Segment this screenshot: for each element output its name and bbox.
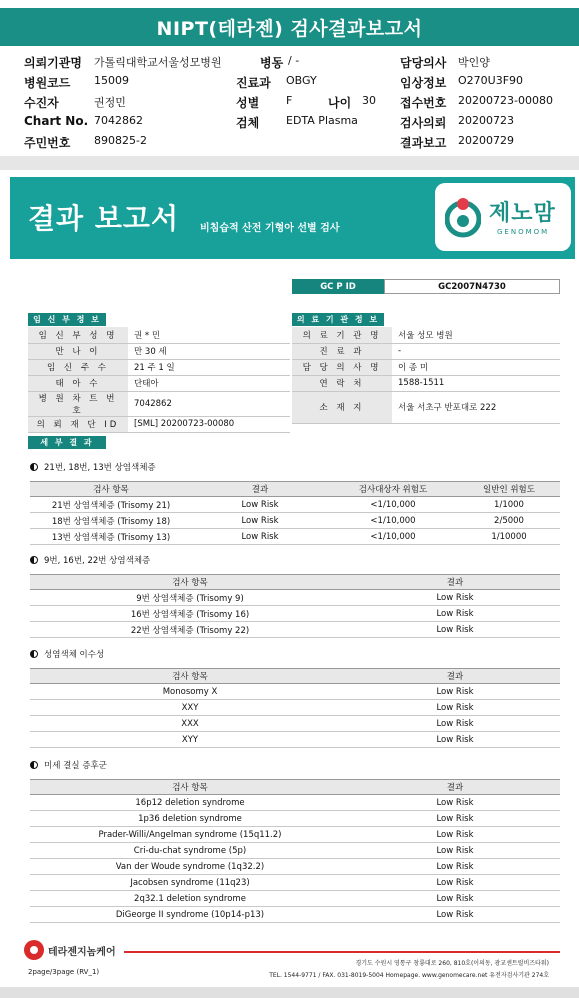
test-result: Low Risk — [350, 606, 560, 622]
test-item: Cri-du-chat syndrome (5p) — [30, 843, 350, 859]
general-risk: 1/1000 — [458, 497, 560, 513]
table-row — [30, 891, 560, 907]
table-row — [30, 827, 560, 843]
info-row-1 — [24, 54, 564, 72]
field-label: 소 재 지 — [292, 391, 392, 423]
test-item: DiGeorge II syndrome (10p14-p13) — [30, 907, 350, 923]
info-value: / - — [288, 54, 300, 67]
table-row — [30, 811, 560, 827]
field-label: 태 아 수 — [28, 375, 128, 391]
test-item: 13번 상염색체증 (Trisomy 13) — [30, 529, 192, 545]
subject-risk: <1/10,000 — [328, 529, 458, 545]
gcpid-value: GC2007N4730 — [384, 279, 560, 294]
test-item: 22번 상염색체증 (Trisomy 22) — [30, 622, 350, 638]
test-item: XXX — [30, 716, 350, 732]
institution-info-table — [292, 327, 560, 424]
pregnant-info-table — [28, 327, 290, 433]
details-label: 세 부 결 과 — [28, 436, 106, 449]
test-result: Low Risk — [350, 732, 560, 748]
info-row-2 — [24, 74, 564, 92]
test-item: 16번 상염색체증 (Trisomy 16) — [30, 606, 350, 622]
info-label: Chart No. — [24, 114, 89, 128]
test-result: Low Risk — [350, 795, 560, 811]
info-label: 수진자 — [24, 96, 59, 110]
column-header: 결과 — [192, 482, 328, 497]
general-risk: 2/5000 — [458, 513, 560, 529]
table-header-row — [30, 482, 560, 497]
field-value: 7042862 — [128, 391, 290, 416]
test-result: Low Risk — [350, 827, 560, 843]
info-value: 가톨릭대학교서울성모병원 — [94, 56, 222, 69]
test-result: Low Risk — [350, 590, 560, 606]
test-result: Low Risk — [350, 622, 560, 638]
table-row — [30, 907, 560, 923]
info-value: 890825-2 — [94, 134, 147, 147]
test-result: Low Risk — [192, 497, 328, 513]
section-heading-text: 9번, 16번, 22번 상염색체증 — [44, 556, 151, 566]
table-header-row — [30, 669, 560, 684]
footer-accent-line — [124, 951, 560, 953]
info-value: F — [286, 94, 293, 107]
test-item: 9번 상염색체증 (Trisomy 9) — [30, 590, 350, 606]
field-value: 이 종 미 — [392, 359, 560, 375]
table-row — [30, 716, 560, 732]
company-address: 경기도 수원시 영통구 창룡대로 260, 810호(이의동, 광교센트럴비즈타워) — [355, 960, 549, 967]
table-row — [28, 375, 290, 391]
sex-chromosome-heading — [30, 648, 104, 660]
company-logo — [24, 940, 116, 960]
banner-subtitle: 비침습적 산전 기형아 선별 검사 — [200, 223, 340, 234]
info-value: 30 — [362, 94, 376, 107]
trisomy-heading — [30, 461, 156, 473]
test-item: Van der Woude syndrome (1q32.2) — [30, 859, 350, 875]
logo-text: 제노맘 — [489, 201, 556, 226]
info-value: 20200723-00080 — [458, 94, 553, 107]
test-item: XYY — [30, 732, 350, 748]
test-result: Low Risk — [350, 859, 560, 875]
test-result: Low Risk — [350, 875, 560, 891]
microdeletion-heading — [30, 759, 107, 771]
separator-band — [0, 156, 579, 170]
test-result: Low Risk — [350, 907, 560, 923]
field-label: 의 뢰 재 단 ID — [28, 416, 128, 432]
test-result: Low Risk — [350, 700, 560, 716]
banner-title: 결과 보고서 — [28, 202, 179, 235]
field-value: 1588-1511 — [392, 375, 560, 391]
table-row — [30, 700, 560, 716]
column-header: 검사 항목 — [30, 482, 192, 497]
section-heading-text: 성염색체 이수성 — [44, 650, 105, 660]
info-value: EDTA Plasma — [286, 114, 358, 127]
test-item: 2q32.1 deletion syndrome — [30, 891, 350, 907]
test-item: 18번 상염색체증 (Trisomy 18) — [30, 513, 192, 529]
table-row — [28, 416, 290, 432]
info-row-3 — [24, 94, 564, 112]
table-row — [30, 590, 560, 606]
table-row — [28, 359, 290, 375]
table-row — [30, 795, 560, 811]
table-row — [292, 343, 560, 359]
test-result: Low Risk — [192, 529, 328, 545]
test-item: 1p36 deletion syndrome — [30, 811, 350, 827]
table-row — [292, 375, 560, 391]
test-item: Prader-Willi/Angelman syndrome (15q11.2) — [30, 827, 350, 843]
column-header: 검사 항목 — [30, 780, 350, 795]
result-banner — [10, 177, 575, 259]
half-circle-icon — [30, 556, 38, 564]
info-label: 임상정보 — [400, 76, 447, 90]
info-label: 병원코드 — [24, 76, 71, 90]
table-row — [30, 529, 560, 545]
field-label: 진 료 과 — [292, 343, 392, 359]
report-title: NIPT(테라젠) 검사결과보고서 — [0, 8, 579, 46]
gcpid-label: GC P ID — [292, 279, 384, 294]
info-label: 검사의뢰 — [400, 116, 447, 130]
trisomy-table — [30, 481, 560, 545]
field-value: 단태아 — [128, 375, 290, 391]
bottom-band — [0, 987, 579, 998]
column-header: 검사 항목 — [30, 669, 350, 684]
info-label: 주민번호 — [24, 136, 71, 150]
logo-subtext: GENOMOM — [497, 228, 550, 236]
table-row — [30, 859, 560, 875]
column-header: 결과 — [350, 669, 560, 684]
general-risk: 1/10000 — [458, 529, 560, 545]
info-value: OBGY — [286, 74, 317, 87]
table-row — [30, 606, 560, 622]
info-label: 접수번호 — [400, 96, 447, 110]
half-circle-icon — [30, 761, 38, 769]
field-value: 21 주 1 일 — [128, 359, 290, 375]
pregnant-info-label: 임 신 부 정 보 — [28, 313, 106, 326]
info-label: 진료과 — [236, 76, 271, 90]
table-header-row — [30, 780, 560, 795]
test-result: Low Risk — [192, 513, 328, 529]
table-row — [28, 391, 290, 416]
table-row — [30, 732, 560, 748]
table-row — [30, 513, 560, 529]
genomom-logo — [435, 183, 571, 251]
column-header: 결과 — [350, 575, 560, 590]
test-result: Low Risk — [350, 684, 560, 700]
table-row — [30, 497, 560, 513]
test-item: XXY — [30, 700, 350, 716]
field-value: 서울 서초구 반포대로 222 — [392, 391, 560, 423]
table-row — [28, 327, 290, 343]
table-row — [30, 622, 560, 638]
sex-chromosome-table — [30, 668, 560, 748]
footer-address — [269, 958, 549, 982]
table-row — [292, 359, 560, 375]
other-trisomy-heading — [30, 554, 150, 566]
field-label: 담 당 의 사 명 — [292, 359, 392, 375]
test-result: Low Risk — [350, 811, 560, 827]
info-value: 15009 — [94, 74, 129, 87]
field-value: - — [392, 343, 560, 359]
subject-risk: <1/10,000 — [328, 497, 458, 513]
info-label: 병동 — [260, 56, 284, 70]
table-row — [30, 843, 560, 859]
info-label: 나이 — [328, 96, 352, 110]
other-trisomy-table — [30, 574, 560, 638]
info-row-4 — [24, 114, 564, 132]
test-result: Low Risk — [350, 716, 560, 732]
table-row — [292, 391, 560, 423]
institution-info-label: 의 료 기 관 정 보 — [292, 313, 384, 326]
info-value: O270U3F90 — [458, 74, 524, 87]
info-label: 검체 — [236, 116, 260, 130]
half-circle-icon — [30, 650, 38, 658]
field-value: 권 * 민 — [128, 327, 290, 343]
column-header: 결과 — [350, 780, 560, 795]
table-row — [30, 875, 560, 891]
field-label: 임 신 부 성 명 — [28, 327, 128, 343]
info-label: 결과보고 — [400, 136, 447, 150]
field-label: 연 락 처 — [292, 375, 392, 391]
table-row — [28, 343, 290, 359]
subject-risk: <1/10,000 — [328, 513, 458, 529]
info-label: 의뢰기관명 — [24, 56, 82, 70]
field-value: [SML] 20200723-00080 — [128, 416, 290, 432]
info-value: 박인양 — [458, 56, 490, 69]
table-row — [30, 684, 560, 700]
page-number: 2page/3page (RV_1) — [28, 968, 100, 976]
company-contact: TEL. 1544-9771 / FAX. 031-8019-5004 Homepage. www.genomecare.net 유전자검사기관 274호 — [269, 972, 549, 979]
genomom-logo-icon — [445, 195, 481, 239]
microdeletion-table — [30, 779, 560, 923]
company-logo-icon — [24, 940, 44, 960]
info-label: 담당의사 — [400, 56, 447, 70]
section-heading-text: 미세 결실 증후군 — [44, 761, 107, 771]
info-value: 7042862 — [94, 114, 143, 127]
field-label: 만 나 이 — [28, 343, 128, 359]
field-label: 의 료 기 관 명 — [292, 327, 392, 343]
column-header: 일반인 위험도 — [458, 482, 560, 497]
company-name: 테라젠지놈케어 — [48, 946, 116, 958]
column-header: 검사 항목 — [30, 575, 350, 590]
info-value: 20200723 — [458, 114, 514, 127]
half-circle-icon — [30, 463, 38, 471]
test-item: Jacobsen syndrome (11q23) — [30, 875, 350, 891]
table-header-row — [30, 575, 560, 590]
field-value: 만 30 세 — [128, 343, 290, 359]
section-heading-text: 21번, 18번, 13번 상염색체증 — [44, 463, 156, 473]
info-row-5 — [24, 134, 564, 152]
field-value: 서울 성모 병원 — [392, 327, 560, 343]
test-item: Monosomy X — [30, 684, 350, 700]
info-value: 20200729 — [458, 134, 514, 147]
info-value: 권정민 — [94, 96, 126, 109]
test-result: Low Risk — [350, 891, 560, 907]
test-result: Low Risk — [350, 843, 560, 859]
info-label: 성별 — [236, 96, 260, 110]
test-item: 16p12 deletion syndrome — [30, 795, 350, 811]
field-label: 병 원 차 트 번 호 — [28, 391, 128, 416]
column-header: 검사대상자 위험도 — [328, 482, 458, 497]
table-row — [292, 327, 560, 343]
test-item: 21번 상염색체증 (Trisomy 21) — [30, 497, 192, 513]
field-label: 임 신 주 수 — [28, 359, 128, 375]
